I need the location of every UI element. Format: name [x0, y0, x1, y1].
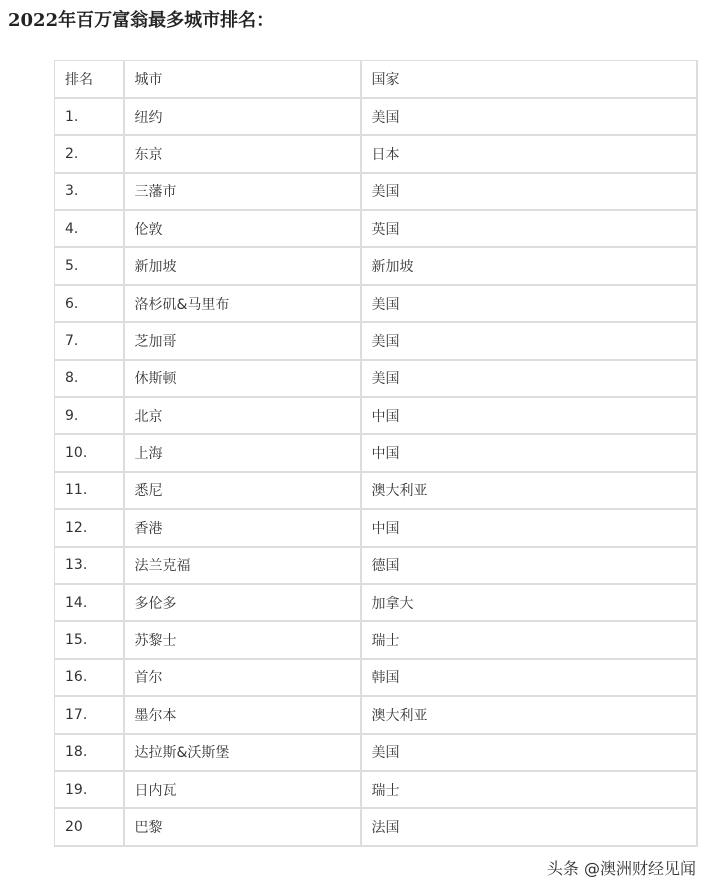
table-row	[55, 621, 698, 658]
cell-country: 加拿大	[361, 584, 698, 621]
cell-city: 墨尔本	[124, 696, 361, 733]
cell-country: 美国	[361, 322, 698, 359]
cell-country: 澳大利亚	[361, 472, 698, 509]
cell-country: 澳大利亚	[361, 696, 698, 733]
table-row	[55, 659, 698, 696]
cell-city: 香港	[124, 509, 361, 546]
cell-city: 巴黎	[124, 808, 361, 845]
cell-country: 美国	[361, 360, 698, 397]
table-row	[55, 210, 698, 247]
cell-country: 韩国	[361, 659, 698, 696]
table-row	[55, 173, 698, 210]
cell-city: 悉尼	[124, 472, 361, 509]
cell-country: 中国	[361, 397, 698, 434]
cell-city: 苏黎士	[124, 621, 361, 658]
cell-rank: 16.	[55, 659, 124, 696]
cell-country: 美国	[361, 734, 698, 771]
table-row	[55, 808, 698, 845]
table-row	[55, 135, 698, 172]
table-row	[55, 584, 698, 621]
cell-city: 多伦多	[124, 584, 361, 621]
table-row	[55, 322, 698, 359]
table-row	[55, 434, 698, 471]
cell-country: 新加坡	[361, 247, 698, 284]
cell-country: 瑞士	[361, 771, 698, 808]
cell-country: 瑞士	[361, 621, 698, 658]
page-title: 2022年百万富翁最多城市排名：	[8, 10, 275, 31]
watermark: 头条 @澳洲财经见闻	[546, 859, 696, 878]
cell-city: 芝加哥	[124, 322, 361, 359]
cell-rank: 15.	[55, 621, 124, 658]
ranking-table	[54, 60, 698, 847]
cell-rank: 10.	[55, 434, 124, 471]
cell-city: 法兰克福	[124, 547, 361, 584]
table-row	[55, 397, 698, 434]
cell-rank: 17.	[55, 696, 124, 733]
cell-country: 英国	[361, 210, 698, 247]
table-row	[55, 472, 698, 509]
table-row	[55, 247, 698, 284]
cell-country: 美国	[361, 98, 698, 135]
cell-rank: 18.	[55, 734, 124, 771]
cell-rank: 13.	[55, 547, 124, 584]
cell-rank: 5.	[55, 247, 124, 284]
table-row	[55, 98, 698, 135]
table-row	[55, 285, 698, 322]
cell-city: 伦敦	[124, 210, 361, 247]
cell-city: 首尔	[124, 659, 361, 696]
header-rank: 排名	[55, 61, 124, 98]
cell-city: 东京	[124, 135, 361, 172]
table-row	[55, 696, 698, 733]
cell-country: 美国	[361, 173, 698, 210]
cell-rank: 6.	[55, 285, 124, 322]
cell-rank: 14.	[55, 584, 124, 621]
cell-rank: 7.	[55, 322, 124, 359]
cell-rank: 19.	[55, 771, 124, 808]
cell-city: 洛杉矶&马里布	[124, 285, 361, 322]
cell-rank: 12.	[55, 509, 124, 546]
cell-rank: 3.	[55, 173, 124, 210]
cell-city: 达拉斯&沃斯堡	[124, 734, 361, 771]
header-country: 国家	[361, 61, 698, 98]
cell-rank: 9.	[55, 397, 124, 434]
cell-city: 三藩市	[124, 173, 361, 210]
cell-rank: 8.	[55, 360, 124, 397]
cell-city: 北京	[124, 397, 361, 434]
cell-country: 中国	[361, 509, 698, 546]
cell-country: 中国	[361, 434, 698, 471]
table-row	[55, 509, 698, 546]
cell-city: 新加坡	[124, 247, 361, 284]
cell-country: 法国	[361, 808, 698, 845]
cell-country: 日本	[361, 135, 698, 172]
cell-city: 纽约	[124, 98, 361, 135]
cell-city: 日内瓦	[124, 771, 361, 808]
header-city: 城市	[124, 61, 361, 98]
cell-rank: 2.	[55, 135, 124, 172]
cell-rank: 1.	[55, 98, 124, 135]
cell-city: 休斯顿	[124, 360, 361, 397]
table-row	[55, 547, 698, 584]
cell-rank: 11.	[55, 472, 124, 509]
cell-country: 美国	[361, 285, 698, 322]
table-header-row	[55, 61, 698, 98]
cell-city: 上海	[124, 434, 361, 471]
cell-rank: 20	[55, 808, 124, 845]
table-row	[55, 734, 698, 771]
table-row	[55, 771, 698, 808]
table-row	[55, 360, 698, 397]
cell-rank: 4.	[55, 210, 124, 247]
cell-country: 德国	[361, 547, 698, 584]
